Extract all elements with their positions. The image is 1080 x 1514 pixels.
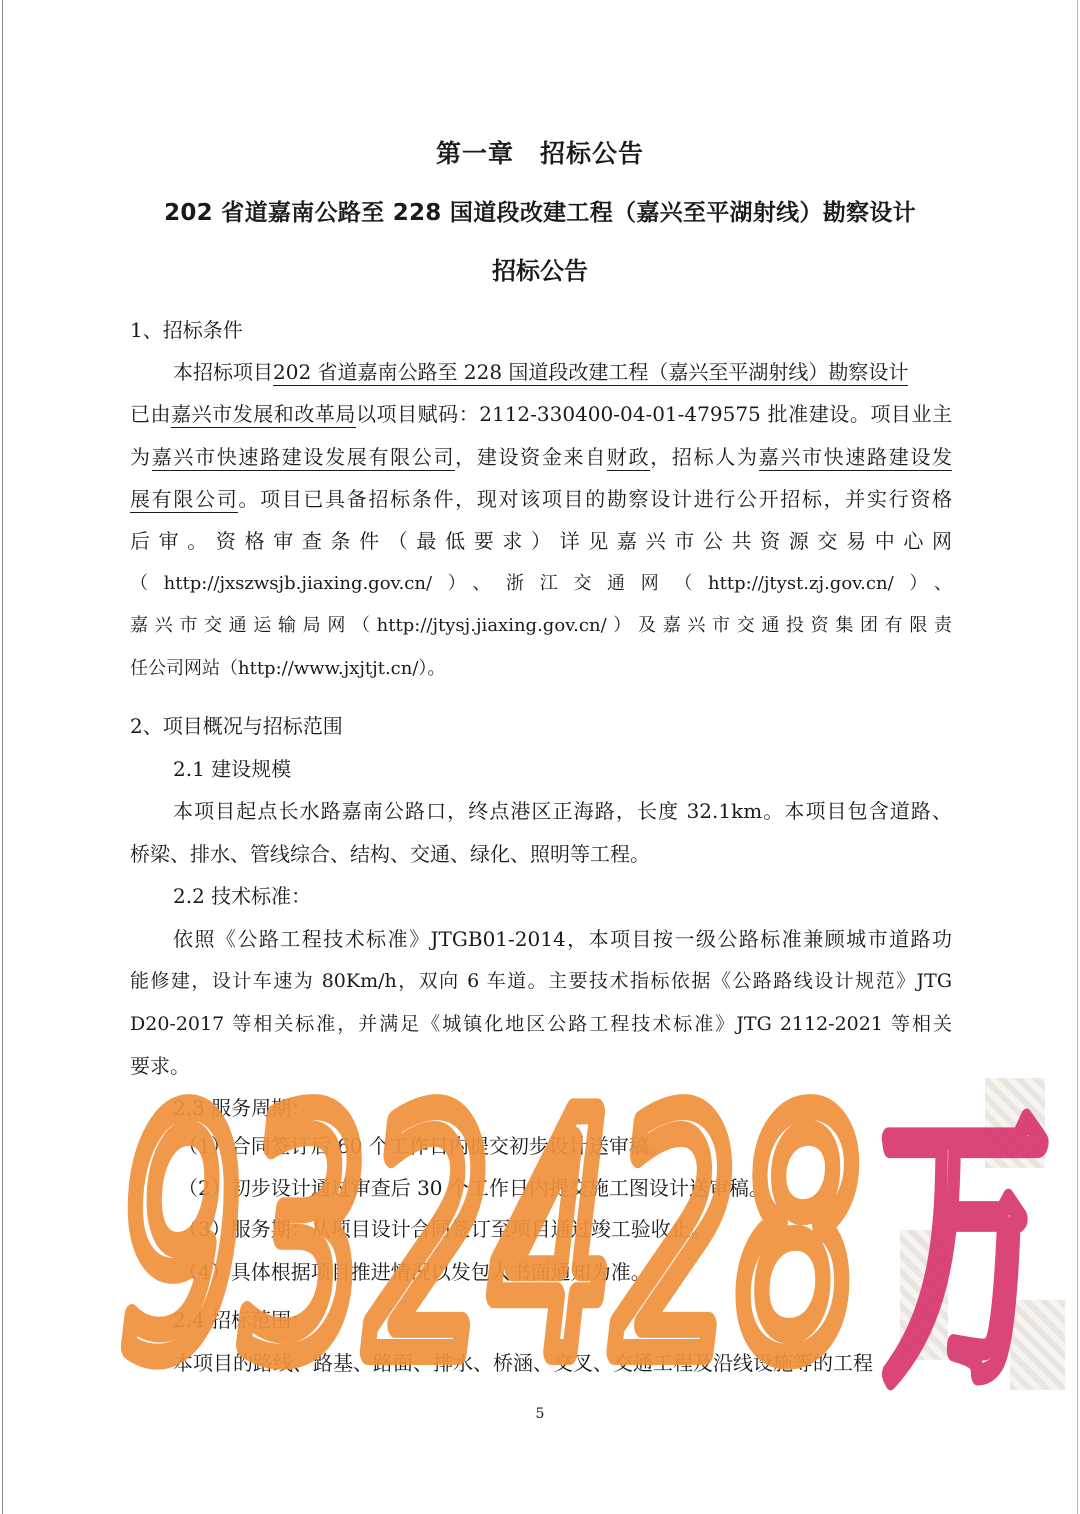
- project-title: 202 省道嘉南公路至 228 国道段改建工程（嘉兴至平湖射线）勘察设计: [164, 200, 916, 226]
- tenderer-underlined-cont: 展有限公司: [130, 487, 239, 511]
- paragraph-line: 任公司网站（http://www.jxjtjt.cn/）。: [130, 658, 446, 679]
- list-item: （2）初步设计通过审查后 30 个工作日内提交施工图设计送审稿。: [178, 1176, 769, 1200]
- page-number: 5: [535, 1406, 545, 1422]
- paragraph-line: 本招标项目202 省道嘉南公路至 228 国道段改建工程（嘉兴至平湖射线）勘察设计: [173, 360, 909, 384]
- paragraph-line: 桥梁、排水、管线综合、结构、交通、绿化、照明等工程。: [130, 842, 650, 866]
- paragraph-line: （http://jxszwsjb.jiaxing.gov.cn/）、浙江交通网（http://jtyst.zj.gov.cn/）、: [130, 573, 952, 594]
- paragraph-line: 本项目起点长水路嘉南公路口，终点港区正海路，长度 32.1km。本项目包含道路、: [173, 799, 952, 823]
- approver-underlined: 嘉兴市发展和改革局: [171, 402, 356, 426]
- list-item: （4）具体根据项目推进情况以发包人书面通知为准。: [178, 1260, 651, 1284]
- paragraph-line: 要求。: [130, 1054, 190, 1078]
- paragraph-line: 本项目的路线、路基、路面、排水、桥涵、交叉、交通工程及沿线设施等的工程: [173, 1351, 873, 1375]
- handwritten-unit: 万: [880, 1077, 1050, 1426]
- mosaic-blur: [1010, 1300, 1065, 1390]
- subsection-title: 2.4 招标范围：: [173, 1308, 312, 1332]
- paragraph-line: 能修建，设计车速为 80Km/h，双向 6 车道。主要技术指标依据《公路路线设计规范》JTG: [130, 970, 952, 992]
- mosaic-blur: [985, 1078, 1045, 1168]
- paragraph-line: 展有限公司。项目已具备招标条件，现对该项目的勘察设计进行公开招标，并实行资格: [130, 487, 953, 511]
- chapter-heading: 第一章 招标公告: [435, 139, 644, 168]
- section-2-title: 2、项目概况与招标范围: [130, 714, 343, 738]
- subsection-title: 2.1 建设规模: [173, 757, 292, 781]
- paragraph-line: 为嘉兴市快速路建设发展有限公司，建设资金来自财政，招标人为嘉兴市快速路建设发: [130, 445, 953, 469]
- list-item: （3）服务期：从项目设计合同签订至项目通过竣工验收止。: [178, 1217, 711, 1241]
- paragraph-line: D20-2017 等相关标准，并满足《城镇化地区公路工程技术标准》JTG 2112-2021 等相关: [130, 1013, 952, 1035]
- list-item: （1）合同签订后 60 个工作日内提交初步设计送审稿。: [178, 1134, 669, 1158]
- paragraph-line: 嘉兴市交通运输局网（http://jtysj.jiaxing.gov.cn/）及嘉兴市交通投资集团有限责: [130, 615, 952, 636]
- notice-heading: 招标公告: [492, 257, 588, 285]
- subsection-title: 2.2 技术标准：: [173, 884, 312, 908]
- paragraph-line: 已由嘉兴市发展和改革局以项目赋码：2112-330400-04-01-479575 批准建设。项目业主: [130, 402, 953, 426]
- tenderer-underlined: 嘉兴市快速路建设发: [758, 445, 953, 469]
- subsection-title: 2.3 服务周期：: [173, 1096, 312, 1120]
- owner-underlined: 嘉兴市快速路建设发展有限公司: [151, 445, 456, 469]
- paragraph-line: 后审。资格审查条件（最低要求）详见嘉兴市公共资源交易中心网: [130, 529, 952, 553]
- project-name-underlined: 202 省道嘉南公路至 228 国道段改建工程（嘉兴至平湖射线）勘察设计: [273, 360, 909, 384]
- fund-underlined: 财政: [606, 445, 651, 469]
- section-1-title: 1、招标条件: [130, 318, 243, 342]
- handwritten-digits: 932428: [120, 1046, 860, 1430]
- mosaic-blur: [900, 1230, 948, 1360]
- paragraph-line: 依照《公路工程技术标准》JTGB01-2014，本项目按一级公路标准兼顾城市道路功: [173, 927, 952, 951]
